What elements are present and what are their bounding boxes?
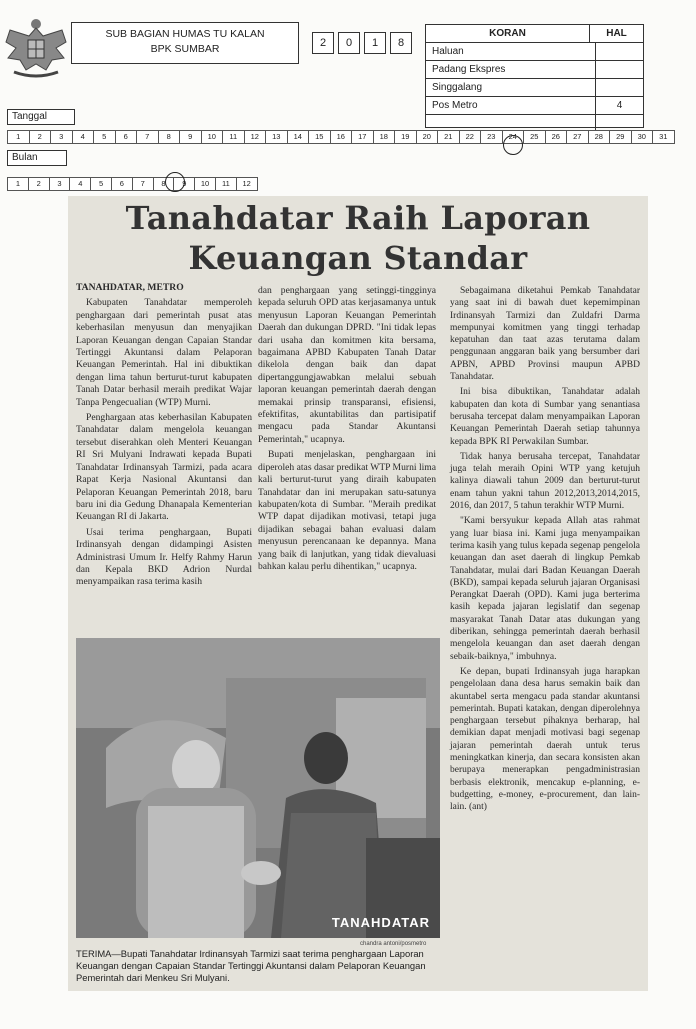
day-cell: 21 (438, 130, 460, 144)
day-cell: 20 (417, 130, 439, 144)
day-cell: 28 (589, 130, 611, 144)
photo-caption: TERIMA—Bupati Tanahdatar Irdinansyah Tarmizi saat terima penghargaan Laporan Keuangan dengan Capaian Standar Tertinggi Akuntansi dalam Pelaporan Keuangan Pemerintah dari Menkeu Sri Mulyani. (76, 948, 426, 983)
day-cell: 22 (460, 130, 482, 144)
tanggal-label: Tanggal (7, 109, 75, 125)
day-cell: 16 (331, 130, 353, 144)
day-cell: 11 (223, 130, 245, 144)
day-cell: 3 (51, 130, 73, 144)
table-row (426, 97, 643, 115)
month-cell: 8 (154, 177, 175, 191)
month-cell: 11 (216, 177, 237, 191)
day-cell: 18 (374, 130, 396, 144)
page-number: 4 (616, 100, 623, 111)
article-paragraph: Ini bisa dibuktikan, Tanahdatar adalah kabupaten dan kota di Sumbar yang senantiasa berusaha tercepat dalam menyampaikan Laporan Keuangan Pemerintah Daerah setiap tahunnya kepada BPK RI Perwakilan Sumbar. (450, 387, 640, 447)
year-digit: 2 (312, 32, 334, 54)
article-paragraph: Kabupaten Tanahdatar memperoleh penghargaan dari pemerintah pusat atas keberhasilan menyusun dan menyajikan Laporan Keuangan dengan Capaian Standar Tertinggi Akuntansi dalam Pelaporan Keuangan Pemerintah. Hal ini dibuktikan dengan lima tahun berturut-turut kabupaten Tanah Datar berhasil meraih predikat Wajar Tanpa Pengecualian (WTP) Murni. (76, 297, 252, 408)
month-cell: 12 (237, 177, 258, 191)
article-paragraph: Bupati menjelaskan, penghargaan ini diperoleh atas dasar predikat WTP Murni lima kali berturut-turut yang diraih kabupaten Tanahdatar dan ini merupakan satu-satunya kabupaten/kota di Sumbar. "Meraih predikat WTP dapat dijadikan motivasi, tetapi juga dijadikan sebagai bahan evaluasi dalam menyusun perencanaan ke depannya. Mana yang baik di lanjutkan, yang tidak dievaluasi bahkan kalau perlu dihentikan," ucapnya. (258, 449, 436, 572)
article-paragraph: Usai terima penghargaan, Bupati Irdinansyah dengan didampingi Asisten Administrasi Umum Ir. Helfy Rahmy Harun dan Kepala BKD Adrion Nurdal menyampaikan rasa terima kasih (76, 526, 252, 588)
article-paragraph: Sebagaimana diketahui Pemkab Tanahdatar yang saat ini di bawah duet kepemimpinan Irdinansyah Tarmizi dan Zuldafri Darma mempunyai komitmen yang tinggi terhadap kepatuhan dan taat azas terutama dalam penggunaan anggaran baik yang bersumber dari APBN, APBD Provinsi maupun APBD Tanahdatar. (450, 286, 640, 383)
article-paragraph: Penghargaan atas keberhasilan Kabupaten Tanahdatar dalam mengelola keuangan tersebut diserahkan oleh Menteri Keuangan RI Sri Mulyani Indrawati kepada Bupati Tanahdatar Irdinansyah Tarmizi, pada acara Rapat Kerja Nasional Akuntansi dan Pelaporan Keuangan Pemerintah 2018, baru baru ini dia Gedung Dhanapala Kementerian Keuangan RI di Jakarta. (76, 412, 252, 523)
year-boxes (312, 32, 416, 54)
day-cell: 25 (524, 130, 546, 144)
koran-column-header: KORAN (426, 25, 590, 42)
newspaper-name: Singgalang (426, 79, 596, 96)
day-cell: 8 (159, 130, 181, 144)
table-row (426, 43, 643, 61)
article-paragraph: "Kami bersyukur kepada Allah atas rahmat yang luar biasa ini. Kami juga menyampaikan terima kasih yang tulus kepada segenap pengelola keuangan dan aset daerah di lingkup Pemkab Tanahdatar, mulai dari Badan Keuangan Daerah (BKD), sampai kepada seluruh jajaran Organisasi Perangkat Daerah (OPD). Kami juga berterima kasih kepada jajaran legislatif dan segenap masyarakat Tanah Datar atas dukungan yang diberikan, sehingga pemerintah daerah berhasil mengelola keuangan dan aset daerah dengan sebaik-baiknya," imbuhnya. (450, 516, 640, 662)
selected-day-circle (503, 135, 523, 155)
page-number (596, 43, 643, 60)
table-row (426, 79, 643, 97)
day-cell: 23 (481, 130, 503, 144)
newspaper-name: Pos Metro (426, 97, 596, 114)
year-digit: 0 (338, 32, 360, 54)
day-cell: 13 (266, 130, 288, 144)
month-cell: 5 (91, 177, 112, 191)
newspaper-table-header (426, 25, 643, 43)
day-cell: 12 (245, 130, 267, 144)
month-strip (7, 177, 258, 191)
day-cell: 26 (546, 130, 568, 144)
article-title (68, 198, 648, 278)
month-cell: 6 (112, 177, 133, 191)
day-cell: 7 (137, 130, 159, 144)
year-digit: 1 (364, 32, 386, 54)
day-cell: 27 (567, 130, 589, 144)
month-cell: 9 (174, 177, 195, 191)
day-cell: 29 (610, 130, 632, 144)
photo-watermark: TANAHDATAR (331, 915, 430, 930)
month-cell: 2 (29, 177, 50, 191)
selected-month-circle (165, 172, 185, 192)
day-cell: 9 (180, 130, 202, 144)
newspaper-table (425, 24, 644, 128)
article-title-line2: Keuangan Standar (188, 239, 528, 277)
article-paragraph: Tidak hanya berusaha tercepat, Tanahdatar juga telah meraih Opini WTP yang ketujuh kalinya diawali tahun 2009 dan berturut-turut enam tahun yakni tahun 2012,2013,2014,2015, 2016, dan 2017, 5 tahun terakhir WTP Murni. (450, 451, 640, 512)
day-cell: 1 (7, 130, 30, 144)
month-cell: 3 (50, 177, 71, 191)
day-cell: 6 (116, 130, 138, 144)
article-dateline: TANAHDATAR, METRO (76, 282, 184, 293)
article-paragraph: Ke depan, bupati Irdinansyah juga harapkan pengelolaan dana desa harus semakin baik dan akuntabel serta mengacu pada standar akuntansi pemerintah. Bupati katakan, dengan diperolehnya penghargaan tersebut pihaknya berharap, hal demikian dapat menjadi motivasi bagi segenap jajaran pemerintah daerah untuk terus meningkatkan kinerja, dan secara konsisten akan berupaya menerapkan pengadministrasian berbasis elektronik, mencakup e-planning, e-budgetting, e-money, e-procurement, dan lain-lain. (ant) (450, 666, 640, 813)
day-cell: 4 (73, 130, 95, 144)
day-cell: 24 (503, 130, 525, 144)
table-row (426, 61, 643, 79)
day-cell: 10 (202, 130, 224, 144)
unit-name-line1: SUB BAGIAN HUMAS TU KALAN (105, 28, 265, 40)
garuda-emblem-icon (2, 14, 70, 84)
day-cell: 31 (653, 130, 675, 144)
page-number (596, 61, 643, 78)
month-cell: 4 (70, 177, 91, 191)
photo-credit: chandra antoni/posmetro (360, 941, 427, 947)
article-column-1 (76, 282, 252, 592)
hal-column-header: HAL (606, 28, 627, 39)
day-cell: 2 (30, 130, 52, 144)
year-digit: 8 (390, 32, 412, 54)
month-cell: 10 (195, 177, 216, 191)
newspaper-name: Haluan (426, 43, 596, 60)
day-cell: 17 (352, 130, 374, 144)
page-number (596, 79, 643, 96)
day-cell: 5 (94, 130, 116, 144)
article-title-line1: Tanahdatar Raih Laporan (125, 199, 591, 237)
day-cell: 30 (632, 130, 654, 144)
day-cell: 15 (309, 130, 331, 144)
day-strip (7, 130, 675, 144)
unit-header-box (71, 22, 299, 64)
article-photo (76, 638, 440, 938)
month-cell: 1 (7, 177, 29, 191)
article-column-2 (258, 285, 436, 576)
article-column-3 (450, 285, 640, 816)
month-cell: 7 (133, 177, 154, 191)
unit-name-line2: BPK SUMBAR (150, 43, 220, 55)
photo-image (76, 638, 440, 938)
day-cell: 19 (395, 130, 417, 144)
article-paragraph: dan penghargaan yang setinggi-tingginya kepada seluruh OPD atas kerjasamanya untuk menyusun Laporan Keuangan Pemerintah Daerah dan dukungan DPRD. "Ini tidak lepas dari usaha dan komitmen kita bersama, bagaimana APBD Kabupaten Tanah Datar dikelola dengan baik dan dapat dipertanggungjawabkan melalui sebuah laporan keuangan pemerintah daerah dengan memakai prinsip transparansi, efisiensi, efektifitas, akuntabilitas dan partisipatif mengacu pada Standar Akuntansi Pemerintah," ucapnya. (258, 285, 436, 445)
day-cell: 14 (288, 130, 310, 144)
bulan-label: Bulan (7, 150, 67, 166)
newspaper-name: Padang Ekspres (426, 61, 596, 78)
